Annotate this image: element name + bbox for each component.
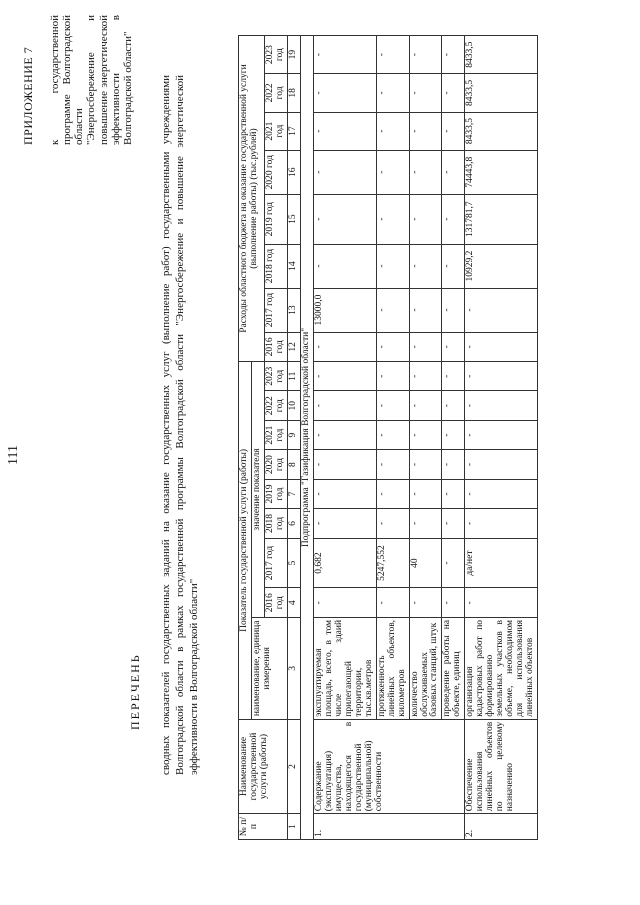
indicator-value: - [442,420,465,449]
col-head-num: № п/п [239,814,288,840]
service-name: Содержание (эксплуатация) имущества, находящегося в государственной (муниципальной) собственности [313,719,465,813]
budget-value: - [313,74,376,112]
indicator-value: - [376,450,409,479]
indicator-value: 5247,552 [376,538,409,588]
column-number: 7 [287,479,300,508]
indicator-value: - [409,588,442,617]
column-number: 3 [287,617,300,719]
budget-value: - [409,150,442,194]
column-number: 9 [287,420,300,449]
indicator-value: - [376,362,409,391]
indicator-value: - [442,362,465,391]
year-header: 2017 год [264,538,287,588]
indicator-value: - [465,450,538,479]
column-number: 15 [287,194,300,244]
year-header: 2018 год [264,244,287,288]
col-head-indicator: Показатель государственной услуги (работы) [239,362,252,720]
budget-value: - [313,244,376,288]
indicator-value: - [376,391,409,420]
indicator-name: количество обслуживаемых базовых станций, штук [409,617,442,719]
budget-value: - [313,150,376,194]
year-header: 2020 год [264,150,287,194]
indicator-value: - [376,420,409,449]
budget-value: - [376,150,409,194]
indicator-value: - [442,479,465,508]
column-number: 8 [287,450,300,479]
col-head-ind-value: значение показателя [251,362,264,618]
indicator-value: - [409,420,442,449]
column-number: 13 [287,288,300,332]
column-number: 4 [287,588,300,617]
year-header: 2018 год [264,509,287,538]
service-name: Обеспечение использования линейных объектов по целевому назначению [465,719,538,813]
indicator-name: организация кадастровых работ по формированию земельных участков в объеме, необходимом для использования линейных объектов [465,617,538,719]
table-body [300,36,537,840]
indicator-value: - [313,450,376,479]
budget-value: - [376,244,409,288]
column-number: 16 [287,150,300,194]
indicator-value: - [465,509,538,538]
column-number: 19 [287,36,300,74]
col-head-budget: Расходы областного бюджета на оказание государственной услуги (выполнение работы) (тыс.рублей) [239,36,265,362]
table-row [313,36,376,840]
indicator-value: - [313,391,376,420]
budget-value: 8433,5 [465,36,538,74]
budget-value: - [442,244,465,288]
budget-value: - [376,112,409,150]
indicator-value: - [465,362,538,391]
indicator-value: 0,682 [313,538,376,588]
year-header: 2021 год [264,420,287,449]
column-number: 6 [287,509,300,538]
column-number-row [287,36,300,840]
column-number: 18 [287,74,300,112]
column-number: 14 [287,244,300,288]
column-number: 17 [287,112,300,150]
indicator-value: - [442,450,465,479]
indicator-value: - [442,391,465,420]
indicator-value: - [376,479,409,508]
table-row [465,36,538,840]
budget-value: - [409,194,442,244]
budget-value: - [313,194,376,244]
table-row [376,36,409,840]
year-header: 2016 год [264,332,287,361]
year-header: 2019 год [264,194,287,244]
indicator-value: - [409,362,442,391]
budget-value: - [442,112,465,150]
indicator-value: - [465,391,538,420]
indicator-value: - [376,509,409,538]
budget-value: - [376,288,409,332]
indicator-value: - [465,420,538,449]
year-header: 2017 год [264,288,287,332]
indicator-value: 40 [409,538,442,588]
budget-value: - [442,288,465,332]
indicator-value: - [465,588,538,617]
column-number: 1 [287,814,300,840]
year-header: 2022 год [264,74,287,112]
column-number: 5 [287,538,300,588]
budget-value: - [465,332,538,361]
document-intro: сводных показателей государственных заданий на оказание государственных услуг (выполнение работ) государственными учреждениями Волгоградской области в рамках государственной программы Волгоградской области "Энергосбережение и повышение энергетической эффективности в Волгоградской области" [160,75,200,775]
budget-value: - [313,36,376,74]
budget-value: - [442,74,465,112]
col-head-service: Наименование государственной услуги (работы) [239,719,288,813]
row-number: 1. [313,814,465,840]
budget-value: - [376,194,409,244]
year-header: 2023 год [264,36,287,74]
budget-value: 10929,2 [465,244,538,288]
year-header: 2021 год [264,112,287,150]
appendix-body: к государственной программе Волгоградской области "Энергосбережение и повышение энергетической эффективности в Волгоградской области" [49,15,134,145]
document-heading: ПЕРЕЧЕНЬ [128,653,142,730]
column-number: 2 [287,719,300,813]
year-header: 2023 год [264,362,287,391]
year-header: 2022 год [264,391,287,420]
indicator-name: эксплуатируемая площадь, всего, в том числе здаий прилегающей территории, тыс.кв.метров [313,617,376,719]
indicator-name: протяженность линейных объектов, километров [376,617,409,719]
subprogram-row [300,36,313,840]
budget-value: - [442,150,465,194]
column-number: 12 [287,332,300,361]
budget-value: 13000,0 [313,288,376,332]
budget-value: - [376,332,409,361]
budget-value: - [313,332,376,361]
indicator-value: - [442,538,465,588]
row-number: 2. [465,814,538,840]
indicators-table [238,35,538,840]
budget-value: 8433,5 [465,112,538,150]
budget-value: - [409,244,442,288]
indicator-value: - [376,588,409,617]
indicator-value: - [409,450,442,479]
indicator-value: - [442,588,465,617]
indicator-value: - [313,588,376,617]
indicator-value: - [409,479,442,508]
budget-value: 8433,5 [465,74,538,112]
budget-value: 74443,8 [465,150,538,194]
table-row [409,36,442,840]
budget-value: - [465,288,538,332]
budget-value: - [409,74,442,112]
budget-value: - [442,36,465,74]
budget-value: - [409,288,442,332]
budget-value: - [376,74,409,112]
indicator-name: проведение работы на объекте, единиц [442,617,465,719]
page-number: 111 [6,445,21,465]
indicator-value: да/нет [465,538,538,588]
indicator-value: - [409,509,442,538]
budget-value: - [409,36,442,74]
indicator-value: - [313,362,376,391]
budget-value: - [313,112,376,150]
budget-value: 131781,7 [465,194,538,244]
budget-value: - [409,332,442,361]
subprogram-title: Подпрограмма "Газификация Волгоградской области" [300,36,313,840]
table-row [442,36,465,840]
indicator-value: - [313,479,376,508]
appendix-block [22,15,134,145]
column-number: 10 [287,391,300,420]
indicator-value: - [442,509,465,538]
appendix-title: ПРИЛОЖЕНИЕ 7 [21,46,35,145]
col-head-ind-name: наименование, единица измерения [251,617,287,719]
budget-value: - [376,36,409,74]
column-number: 11 [287,362,300,391]
year-header: 2019 год [264,479,287,508]
indicator-value: - [313,509,376,538]
indicator-value: - [465,479,538,508]
year-header: 2020 год [264,450,287,479]
indicator-value: - [313,420,376,449]
budget-value: - [409,112,442,150]
year-header: 2016 год [264,588,287,617]
indicator-value: - [409,391,442,420]
budget-value: - [442,194,465,244]
budget-value: - [442,332,465,361]
